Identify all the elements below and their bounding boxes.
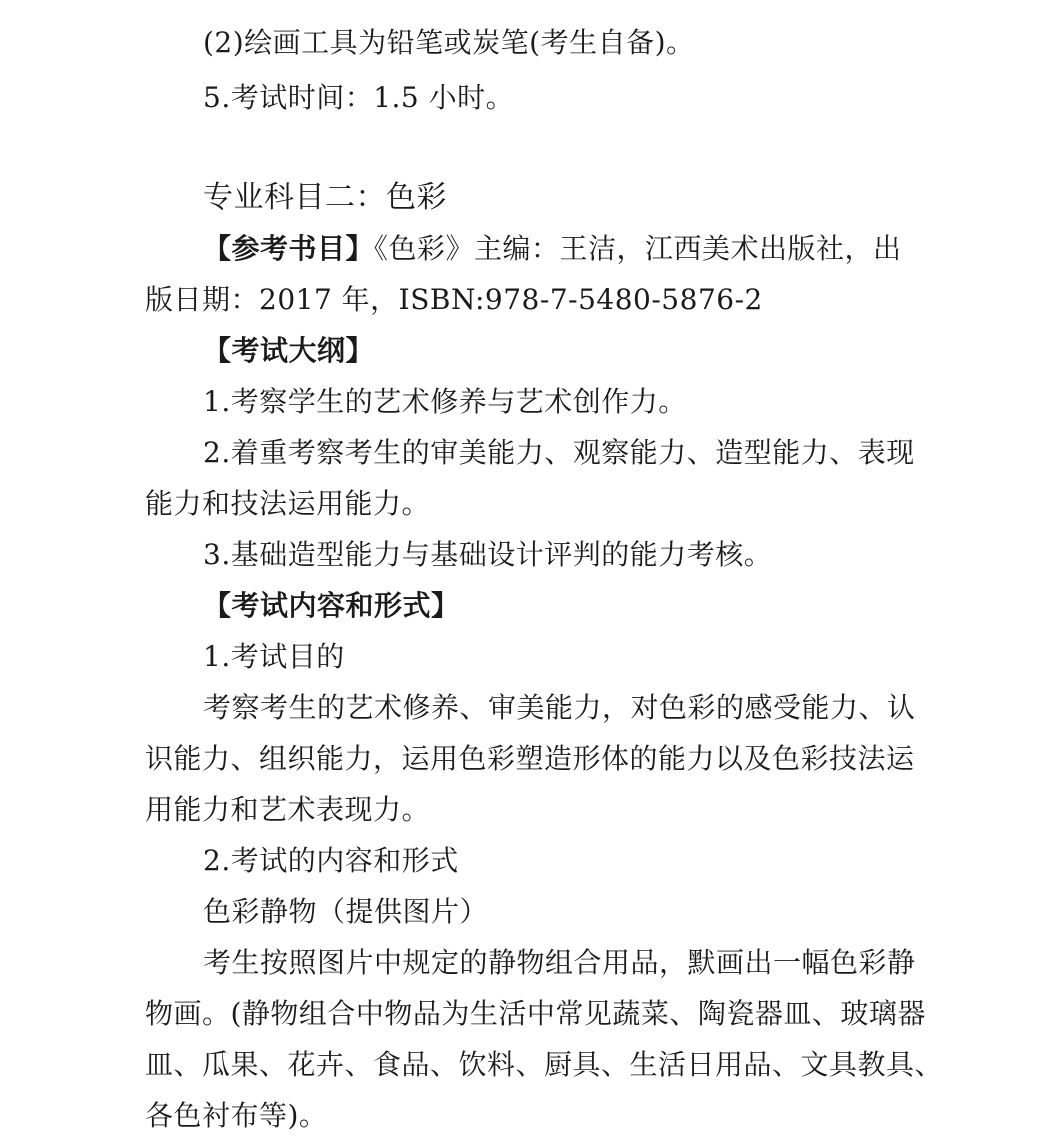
tool-requirement-line: (2)绘画工具为铅笔或炭笔(考生自备)。 xyxy=(203,26,695,59)
exam-purpose-text-continued-1: 识能力、组织能力，运用色彩塑造形体的能力以及色彩技法运 xyxy=(145,742,915,775)
still-life-description-continued-1: 物画。(静物组合中物品为生活中常见蔬菜、陶瓷器皿、玻璃器 xyxy=(145,997,926,1030)
publication-info-line: 版日期：2017 年，ISBN:978-7-5480-5876-2 xyxy=(145,283,763,316)
subject-heading: 专业科目二：色彩 xyxy=(203,180,447,215)
outline-item-2-continued: 能力和技法运用能力。 xyxy=(145,487,431,520)
exam-purpose-text: 考察考生的艺术修养、审美能力，对色彩的感受能力、认 xyxy=(203,691,916,724)
outline-item-3: 3.基础造型能力与基础设计评判的能力考核。 xyxy=(203,538,773,571)
exam-outline-label: 【考试大纲】 xyxy=(203,334,375,367)
outline-item-1: 1.考察学生的艺术修养与艺术创作力。 xyxy=(203,385,687,418)
exam-purpose-heading: 1.考试目的 xyxy=(203,640,345,673)
exam-format-heading: 2.考试的内容和形式 xyxy=(203,844,459,877)
reference-books-label: 【参考书目】 xyxy=(203,232,375,265)
still-life-description: 考生按照图片中规定的静物组合用品，默画出一幅色彩静 xyxy=(203,946,916,979)
exam-content-label: 【考试内容和形式】 xyxy=(203,589,460,622)
exam-purpose-text-continued-2: 用能力和艺术表现力。 xyxy=(145,793,431,826)
still-life-description-continued-3: 各色衬布等)。 xyxy=(145,1099,328,1132)
exam-duration-line: 5.考试时间：1.5 小时。 xyxy=(203,81,515,114)
reference-books-line xyxy=(203,229,902,269)
reference-books-text: 《色彩》主编：王洁，江西美术出版社，出 xyxy=(374,232,902,265)
outline-item-2: 2.着重考察考生的审美能力、观察能力、造型能力、表现 xyxy=(203,436,915,469)
still-life-line: 色彩静物（提供图片） xyxy=(203,895,489,928)
still-life-description-continued-2: 皿、瓜果、花卉、食品、饮料、厨具、生活日用品、文具教具、 xyxy=(145,1048,944,1081)
